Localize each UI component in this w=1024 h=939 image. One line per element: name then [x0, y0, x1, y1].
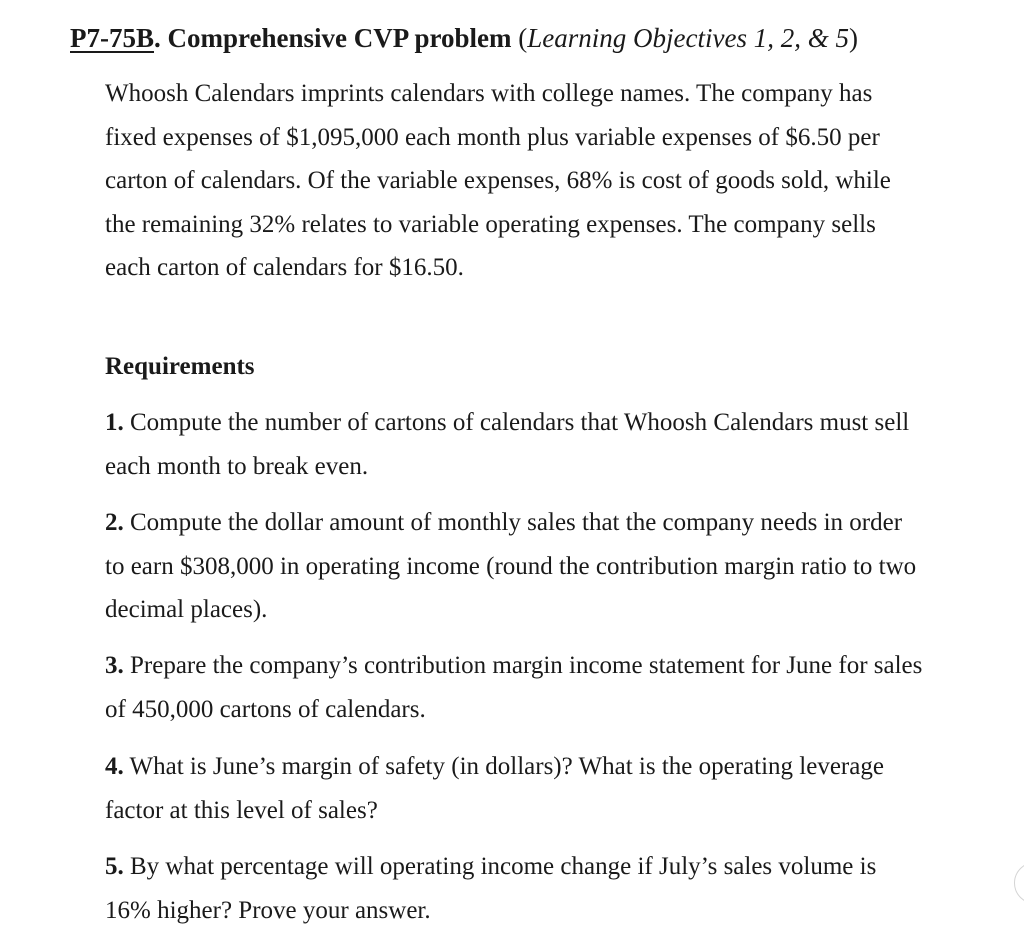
requirement-text: Compute the number of cartons of calendars that Whoosh Calendars must sell each month to break even. [105, 409, 910, 480]
requirement-number: 5. [105, 853, 124, 880]
problem-id: P7-75B [70, 23, 154, 53]
requirement-text: Compute the dollar amount of monthly sales that the company needs in order to earn $308,000 in operating income (round the contribution margin ratio to two decimal places). [105, 509, 917, 624]
requirement-3 [105, 644, 925, 731]
problem-heading [70, 22, 858, 54]
objectives-open-paren: ( [518, 23, 528, 53]
requirement-1 [105, 401, 925, 488]
scroll-handle[interactable] [1014, 862, 1024, 904]
problem-id-period: . [154, 23, 161, 53]
requirement-number: 4. [105, 753, 124, 780]
objectives-close-paren: ) [848, 23, 858, 53]
requirement-4 [105, 745, 925, 832]
requirement-number: 3. [105, 652, 124, 679]
learning-objectives: Learning Objectives 1, 2, & 5 [527, 23, 849, 53]
problem-title: Comprehensive CVP problem [160, 23, 519, 53]
problem-intro: Whoosh Calendars imprints calendars with college names. The company has fixed expenses of $1,095,000 each month plus variable expenses of $6.50 per carton of calendars. Of the variable expenses, 68% is cost of goods sold, while the remaining 32% relates to variable operating expenses. The company sells each carton of calendars for $16.50. [105, 80, 891, 282]
requirement-text: By what percentage will operating income change if July’s sales volume is 16% higher? Prove your answer. [105, 853, 877, 924]
requirement-5 [105, 845, 925, 932]
requirement-2 [105, 501, 925, 632]
requirements-heading: Requirements [105, 353, 255, 380]
requirement-text: Prepare the company’s contribution margin income statement for June for sales of 450,000 cartons of calendars. [105, 652, 923, 723]
requirement-number: 2. [105, 509, 124, 536]
requirement-text: What is June’s margin of safety (in dollars)? What is the operating leverage factor at this level of sales? [105, 753, 884, 824]
requirement-number: 1. [105, 409, 124, 436]
